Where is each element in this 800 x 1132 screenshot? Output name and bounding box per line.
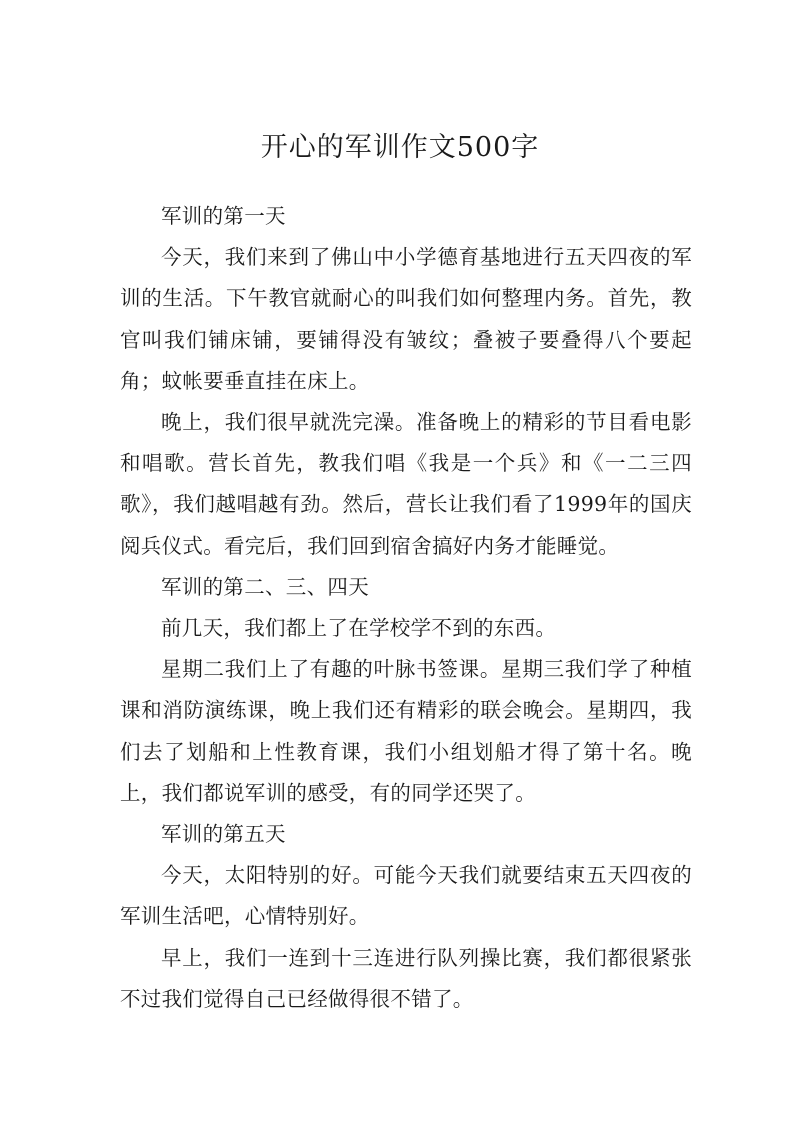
paragraph: 星期二我们上了有趣的叶脉书签课。星期三我们学了种植课和消防演练课，晚上我们还有精彩的联会晚会。星期四，我们去了划船和上性教育课，我们小组划船才得了第十名。晚上，我们都说军训的感受，有的同学还哭了。 <box>120 657 692 805</box>
paragraph: 晚上，我们很早就洗完澡。准备晚上的精彩的节目看电影和唱歌。营长首先，教我们唱《我是一个兵》和《一二三四歌》，我们越唱越有劲。然后，营长让我们看了1999年的国庆阅兵仪式。看完后，我们回到宿舍搞好内务才能睡觉。 <box>120 410 692 558</box>
paragraph: 前几天，我们都上了在学校学不到的东西。 <box>161 616 557 641</box>
paragraph: 今天，我们来到了佛山中小学德育基地进行五天四夜的军训的生活。下午教官就耐心的叫我们如何整理内务。首先，教官叫我们铺床铺，要铺得没有皱纹；叠被子要叠得八个要起角；蚊帐要垂直挂在床上。 <box>120 245 692 393</box>
section-heading-day-5: 军训的第五天 <box>161 822 286 847</box>
document-title: 开心的军训作文500字 <box>260 132 540 163</box>
paragraph: 早上，我们一连到十三连进行队列操比赛，我们都很紧张不过我们觉得自己已经做得很不错了。 <box>120 945 692 1011</box>
document-body <box>120 196 692 1020</box>
section-heading-day-1: 军训的第一天 <box>161 204 286 228</box>
paragraph: 今天，太阳特别的好。可能今天我们就要结束五天四夜的军训生活吧，心情特别好。 <box>120 863 692 929</box>
section-heading-day-2-4: 军训的第二、三、四天 <box>161 574 369 599</box>
